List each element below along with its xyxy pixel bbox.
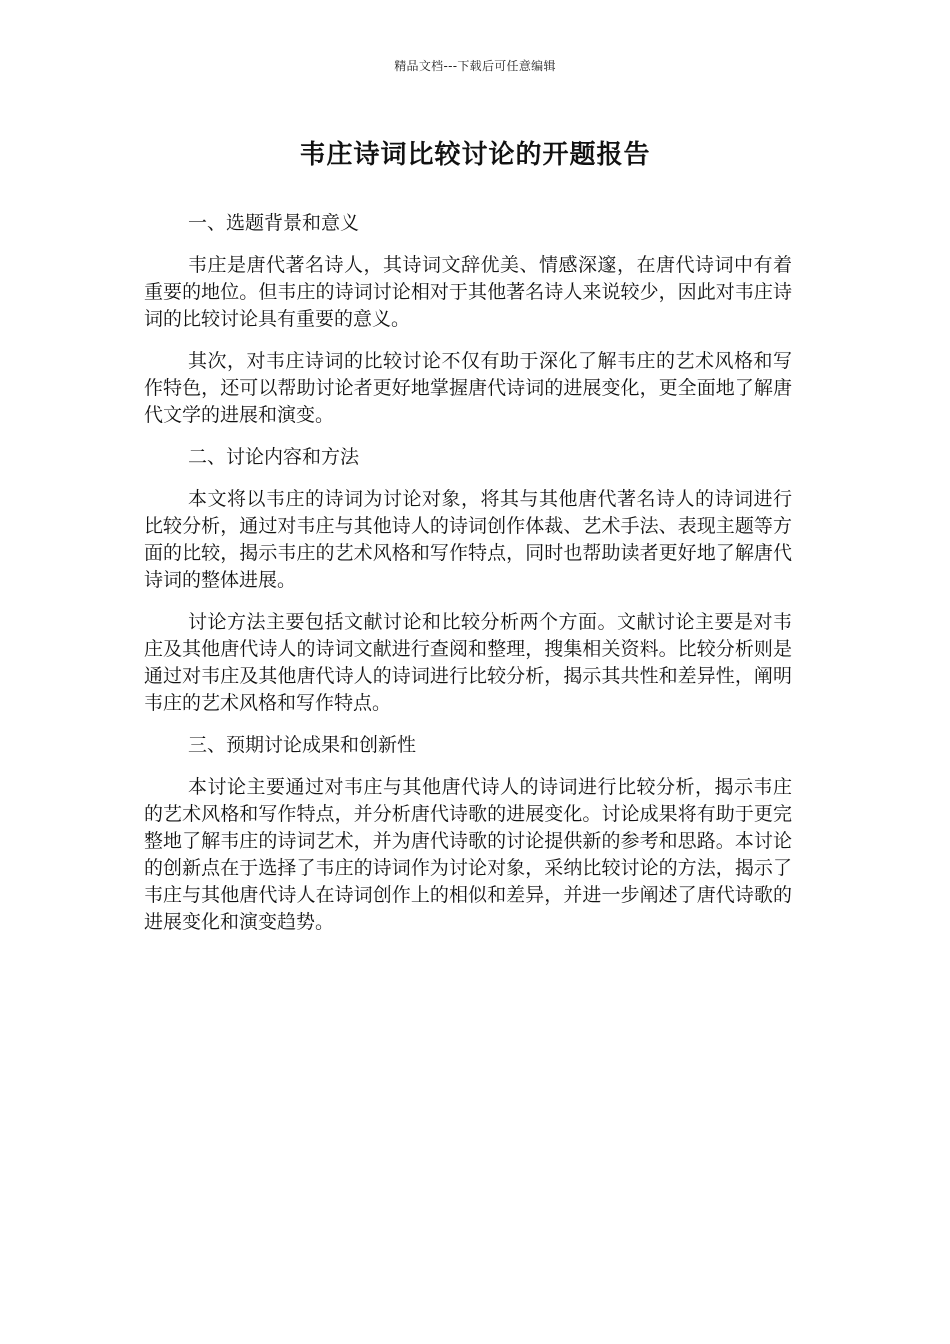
paragraph: 本文将以韦庄的诗词为讨论对象，将其与其他唐代著名诗人的诗词进行比较分析，通过对韦庄与其他诗人的诗词创作体裁、艺术手法、表现主题等方面的比较，揭示韦庄的艺术风格和写作特点，同时也帮助读者更好地了解唐代诗词的整体进展。 bbox=[144, 488, 792, 591]
section-heading: 三、预期讨论成果和创新性 bbox=[188, 734, 417, 756]
paragraph: 韦庄是唐代著名诗人，其诗词文辞优美、情感深邃，在唐代诗词中有着重要的地位。但韦庄的诗词讨论相对于其他著名诗人来说较少，因此对韦庄诗词的比较讨论具有重要的意义。 bbox=[144, 254, 792, 330]
section-heading: 二、讨论内容和方法 bbox=[188, 446, 360, 468]
section-heading: 一、选题背景和意义 bbox=[188, 212, 360, 234]
document-body bbox=[144, 210, 792, 951]
paragraph: 讨论方法主要包括文献讨论和比较分析两个方面。文献讨论主要是对韦庄及其他唐代诗人的诗词文献进行查阅和整理，搜集相关资料。比较分析则是通过对韦庄及其他唐代诗人的诗词进行比较分析，揭示其共性和差异性，阐明韦庄的艺术风格和写作特点。 bbox=[144, 611, 792, 714]
paragraph: 本讨论主要通过对韦庄与其他唐代诗人的诗词进行比较分析，揭示韦庄的艺术风格和写作特点，并分析唐代诗歌的进展变化。讨论成果将有助于更完整地了解韦庄的诗词艺术，并为唐代诗歌的讨论提供新的参考和思路。本讨论的创新点在于选择了韦庄的诗词作为讨论对象，采纳比较讨论的方法，揭示了韦庄与其他唐代诗人在诗词创作上的相似和差异，并进一步阐述了唐代诗歌的进展变化和演变趋势。 bbox=[144, 776, 792, 933]
document-title: 韦庄诗词比较讨论的开题报告 bbox=[299, 140, 651, 170]
section-background bbox=[144, 210, 792, 429]
header-note: 精品文档---下载后可任意编辑 bbox=[394, 59, 556, 73]
section-content-methods bbox=[144, 444, 792, 717]
paragraph: 其次，对韦庄诗词的比较讨论不仅有助于深化了解韦庄的艺术风格和写作特色，还可以帮助讨论者更好地掌握唐代诗词的进展变化，更全面地了解唐代文学的进展和演变。 bbox=[144, 350, 792, 426]
section-expected-results bbox=[144, 732, 792, 936]
